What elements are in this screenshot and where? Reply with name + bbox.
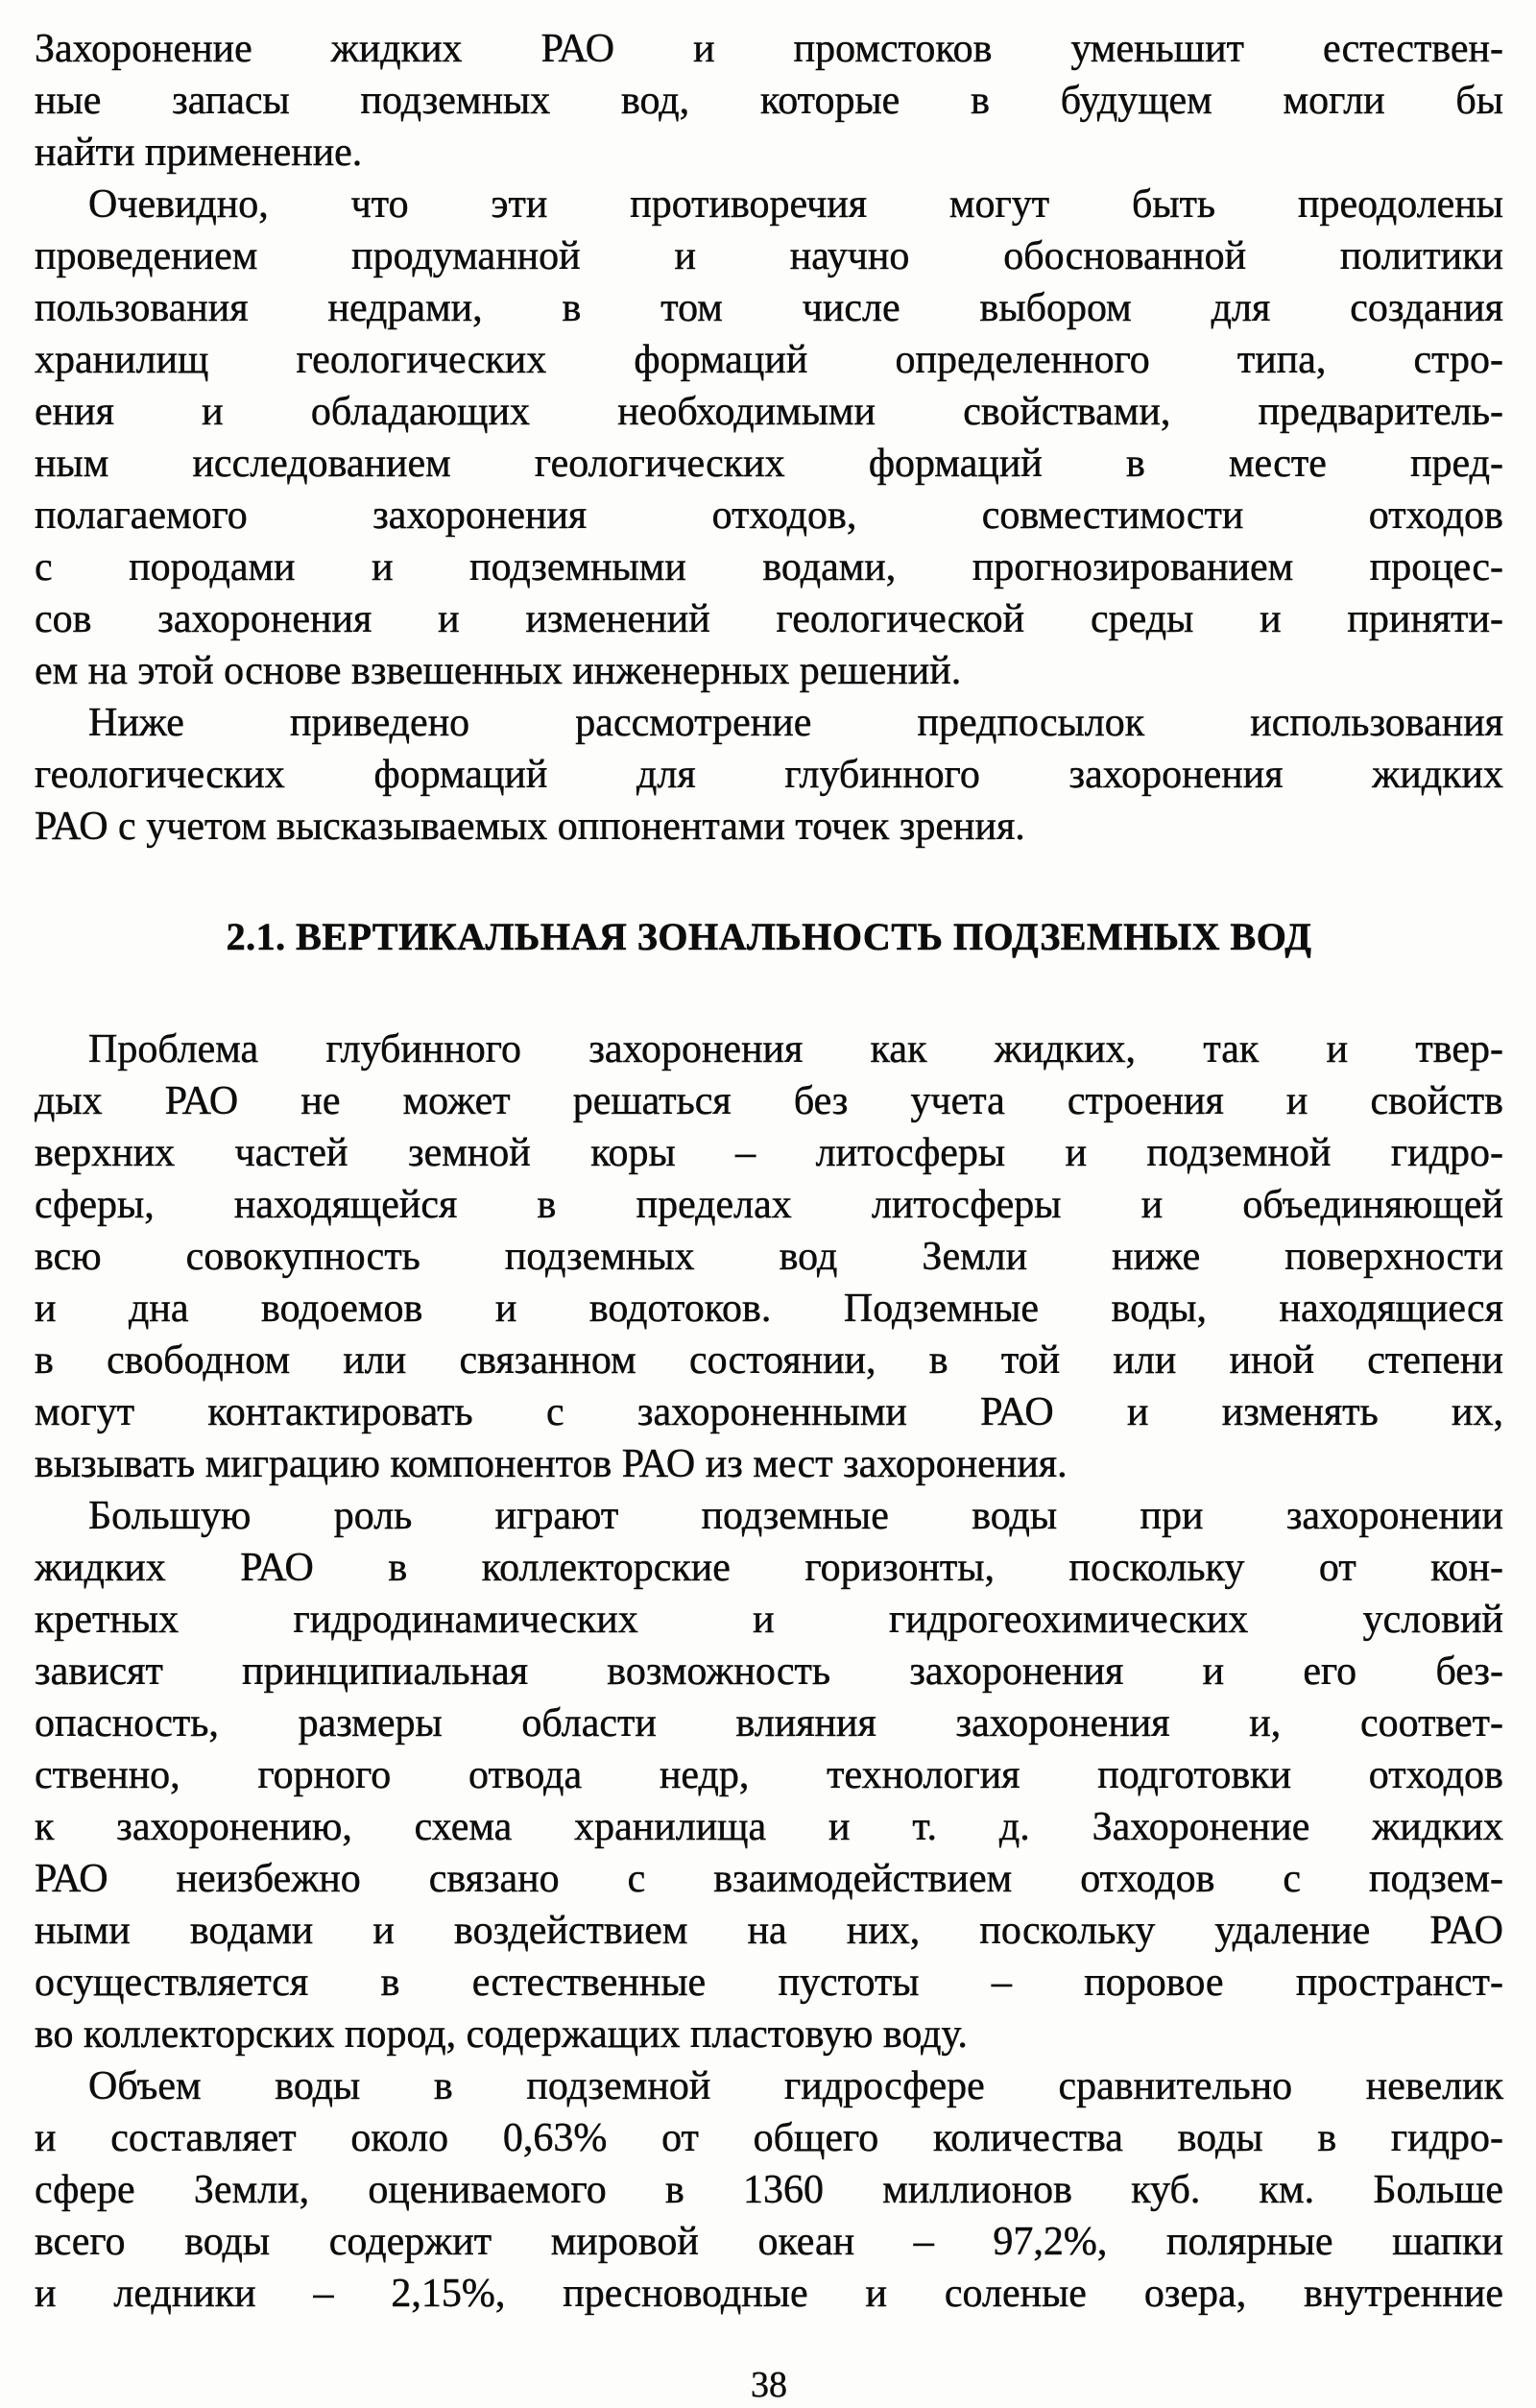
text-line: во коллекторских пород, содержащих пластовую воду. (35, 2012, 968, 2057)
text-line: верхних частей земной коры – литосферы и подземной гидро- (35, 1131, 1503, 1175)
text-line: всю совокупность подземных вод Земли ниже поверхности (35, 1235, 1503, 1279)
text-line: РАО с учетом высказываемых оппонентами точек зрения. (35, 805, 1025, 849)
text-line: и составляет около 0,63% от общего количества воды в гидро- (35, 2116, 1503, 2160)
text-line: ем на этой основе взвешенных инженерных решений. (35, 649, 962, 693)
text-line: вызывать миграцию компонентов РАО из мест захоронения. (35, 1442, 1068, 1486)
text-line: в свободном или связанном состоянии, в той или иной степени (35, 1338, 1503, 1383)
text-line: полагаемого захоронения отходов, совместимости отходов (35, 494, 1503, 538)
text-line: и дна водоемов и водотоков. Подземные воды, находящиеся (35, 1287, 1503, 1331)
text-line: могут контактировать с захороненными РАО и изменять их, (35, 1390, 1503, 1434)
text-line: дых РАО не может решаться без учета строения и свойств (35, 1079, 1503, 1123)
text-line: найти применение. (35, 131, 363, 175)
paragraph (35, 179, 1503, 697)
section-heading: 2.1. ВЕРТИКАЛЬНАЯ ЗОНАЛЬНОСТЬ ПОДЗЕМНЫХ ВОД (226, 915, 1312, 958)
paragraph (35, 1490, 1503, 2060)
text-line: осуществляется в естественные пустоты – поровое пространст- (35, 1961, 1503, 2005)
text-line: всего воды содержит мировой океан – 97,2%, полярные шапки (35, 2220, 1503, 2264)
text-line: РАО неизбежно связано с взаимодействием отходов с подзем- (35, 1857, 1503, 1901)
text-line: геологических формаций для глубинного захоронения жидких (35, 753, 1503, 797)
page-number: 38 (751, 2365, 787, 2405)
text-block (35, 23, 1503, 2406)
text-line: и ледники – 2,15%, пресноводные и соленые озера, внутренние (35, 2272, 1503, 2316)
text-line: хранилищ геологических формаций определенного типа, стро- (35, 338, 1503, 382)
text-line: Большую роль играют подземные воды при захоронении (88, 1494, 1503, 1538)
paragraph (35, 2060, 1503, 2320)
text-line: опасность, размеры области влияния захоронения и, соответ- (35, 1701, 1503, 1746)
text-line: ственно, горного отвода недр, технология подготовки отходов (35, 1753, 1503, 1797)
text-line: Проблема глубинного захоронения как жидких, так и твер- (88, 1027, 1503, 1072)
text-line: сферы, находящейся в пределах литосферы и объединяющей (35, 1183, 1503, 1227)
text-line: проведением продуманной и научно обоснованной политики (35, 234, 1503, 278)
text-line: пользования недрами, в том числе выбором для создания (35, 286, 1503, 330)
text-line: Захоронение жидких РАО и промстоков уменьшит естествен- (35, 27, 1503, 71)
text-line: ные запасы подземных вод, которые в будущем могли бы (35, 79, 1503, 123)
paragraph (35, 1023, 1503, 1490)
text-line: ным исследованием геологических формаций в месте пред- (35, 442, 1503, 486)
paragraph (35, 23, 1503, 179)
text-line: ения и обладающих необходимыми свойствами, предваритель- (35, 390, 1503, 434)
text-line: ными водами и воздействием на них, поскольку удаление РАО (35, 1909, 1503, 1953)
text-line: Очевидно, что эти противоречия могут быть преодолены (88, 182, 1503, 227)
text-line: к захоронению, схема хранилища и т. д. Захоронение жидких (35, 1805, 1503, 1849)
text-line: Ниже приведено рассмотрение предпосылок использования (88, 701, 1503, 745)
text-line: сов захоронения и изменений геологической среды и приняти- (35, 597, 1503, 641)
text-line: с породами и подземными водами, прогнозированием процес- (35, 545, 1503, 590)
text-line: сфере Земли, оцениваемого в 1360 миллионов куб. км. Больше (35, 2168, 1503, 2212)
text-line: зависят принципиальная возможность захоронения и его без- (35, 1649, 1503, 1694)
text-line: жидких РАО в коллекторские горизонты, поскольку от кон- (35, 1546, 1503, 1590)
paragraph (35, 697, 1503, 853)
text-line: кретных гидродинамических и гидрогеохимических условий (35, 1598, 1503, 1642)
text-line: Объем воды в подземной гидросфере сравнительно невелик (88, 2064, 1503, 2108)
